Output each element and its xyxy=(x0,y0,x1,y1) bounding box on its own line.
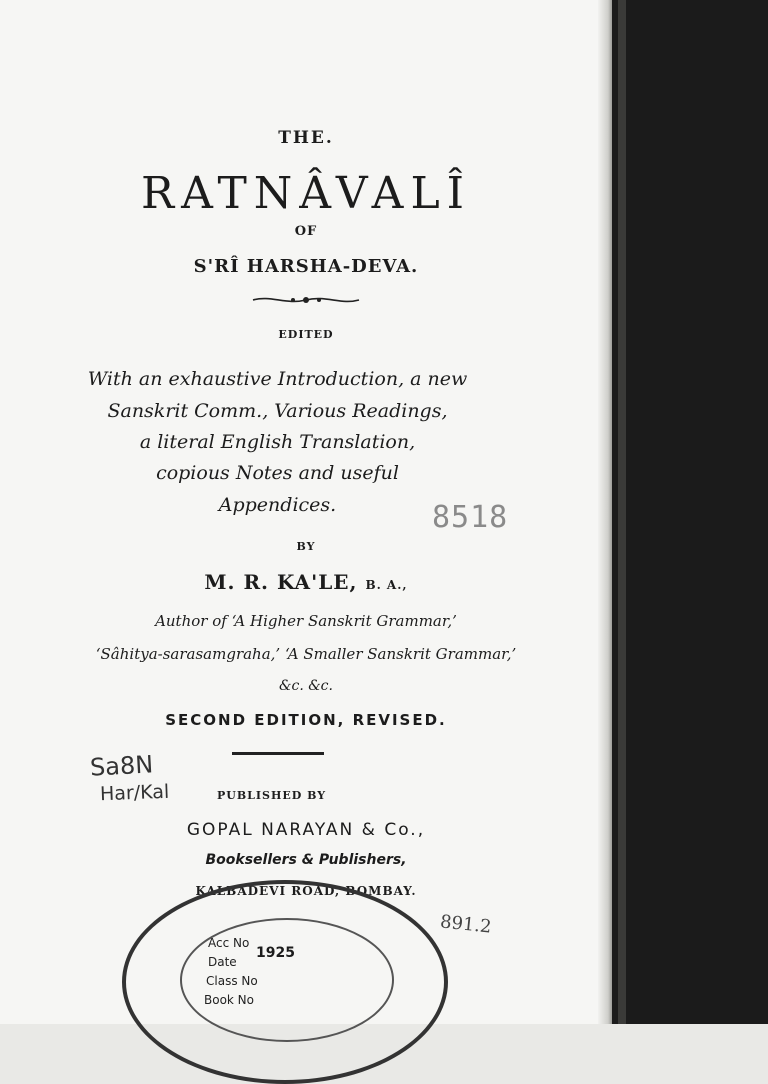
other-works-line: ‘Sâhitya-sarasamgraha,’ ‘A Smaller Sanskrit Grammar,’ xyxy=(95,645,517,663)
editor-line xyxy=(0,570,612,594)
shelf-mark-handwritten: Sa8N xyxy=(89,750,154,782)
book-title: RATNÂVALÎ xyxy=(140,168,472,219)
title-of: OF xyxy=(294,224,318,239)
title-prefix: THE. xyxy=(278,128,334,148)
handwritten-class-number: 891.2 xyxy=(439,911,493,938)
original-author: S'RÎ HARSHA-DEVA. xyxy=(193,256,419,277)
published-by-label: PUBLISHED BY xyxy=(217,789,327,802)
stamp-field-label: Book No xyxy=(204,993,254,1007)
stamp-field-label: Class No xyxy=(206,974,258,988)
stamp-field-label: Acc No xyxy=(208,936,250,950)
accession-number-stamp: 8518 xyxy=(432,500,509,535)
description-line: Sanskrit Comm., Various Readings, xyxy=(107,400,448,422)
publisher-address: KALBADEVI ROAD, BOMBAY. xyxy=(195,884,417,898)
other-works-line: Author of ‘A Higher Sanskrit Grammar,’ xyxy=(155,612,457,630)
spine-binding-strip xyxy=(618,0,626,1024)
editor-degree: B. A., xyxy=(365,578,408,592)
description-line: a literal English Translation, xyxy=(139,431,416,453)
publisher-name: GOPAL NARAYAN & Co., xyxy=(186,820,426,840)
editor-name: M. R. KA'LE, xyxy=(204,570,358,594)
stamp-date-value: 1925 xyxy=(256,945,295,961)
description-line: With an exhaustive Introduction, a new xyxy=(87,368,468,390)
ornament-divider xyxy=(0,292,612,311)
book-spine xyxy=(612,0,768,1024)
edition-line: SECOND EDITION, REVISED. xyxy=(165,711,447,729)
shelf-mark-handwritten: Har/Kal xyxy=(99,780,170,806)
publisher-description: Booksellers & Publishers, xyxy=(205,852,407,868)
etc-line: &c. &c. xyxy=(279,678,333,694)
by-label: BY xyxy=(296,540,316,553)
description-line: copious Notes and useful xyxy=(156,462,399,484)
horizontal-rule xyxy=(232,752,324,755)
description-line: Appendices. xyxy=(218,494,337,516)
edited-label: EDITED xyxy=(278,328,334,341)
ornament-icon xyxy=(251,293,361,307)
stamp-field-label: Date xyxy=(208,955,237,969)
